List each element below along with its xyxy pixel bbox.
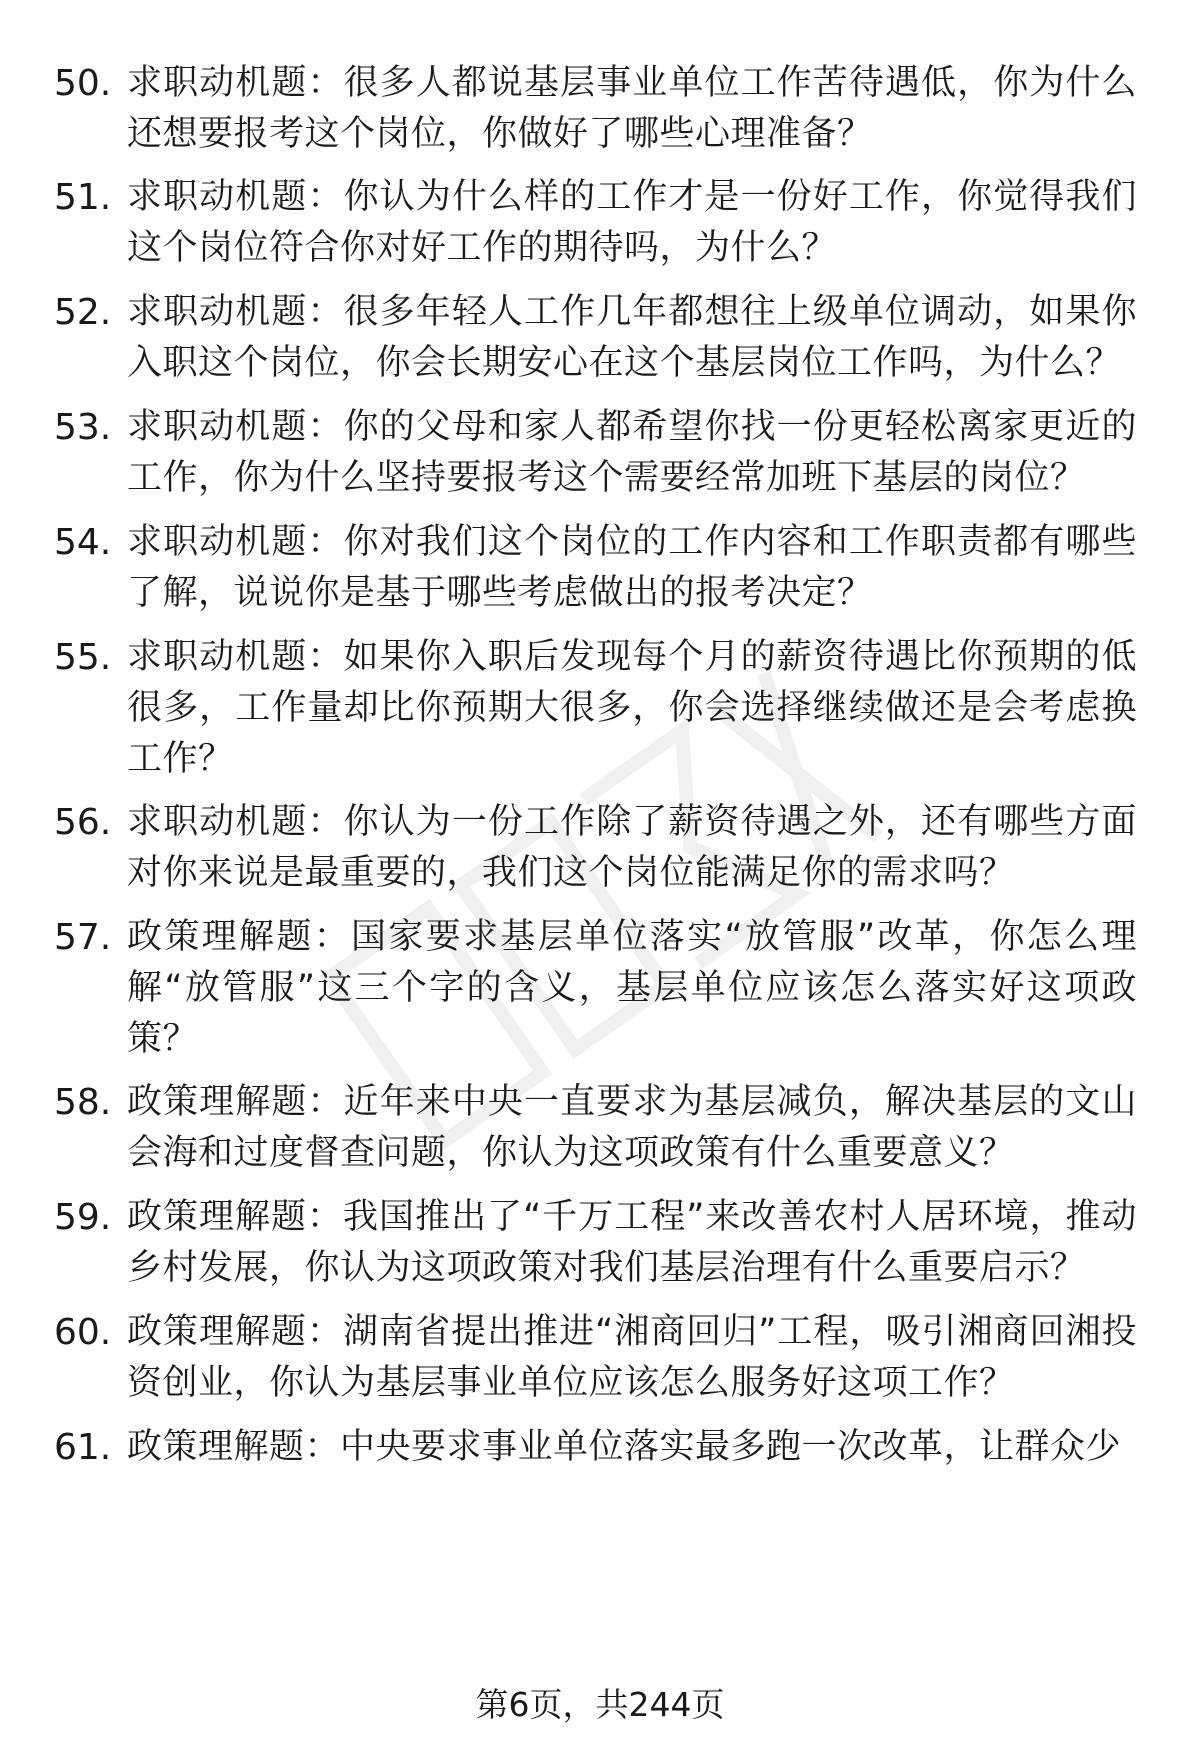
question-number: 5. 54. bbox=[54, 522, 112, 563]
question-number: 1. 50. bbox=[54, 63, 112, 104]
question-text: 求职动机题：你认为一份工作除了薪资待遇之外，还有哪些方面对你来说是最重要的，我们这个岗位能满足你的需求吗？ bbox=[127, 802, 1137, 893]
question-number: 4. 53. bbox=[54, 407, 112, 448]
page-footer: 第6页，共244页 bbox=[475, 1685, 725, 1724]
question-number: 3. 52. bbox=[54, 292, 112, 333]
question-item bbox=[0, 1192, 1200, 1288]
question-number: 2. 51. bbox=[54, 177, 112, 218]
question-text: 求职动机题：你对我们这个岗位的工作内容和工作职责都有哪些了解，说说你是基于哪些考虑做出的报考决定？ bbox=[127, 522, 1137, 613]
question-item bbox=[0, 172, 1200, 268]
question-item bbox=[0, 517, 1200, 613]
question-text: 政策理解题：近年来中央一直要求为基层减负，解决基层的文山会海和过度督查问题，你认为这项政策有什么重要意义？ bbox=[127, 1082, 1137, 1173]
question-item bbox=[0, 58, 1200, 154]
question-item bbox=[0, 1422, 1200, 1468]
question-item bbox=[0, 912, 1200, 1059]
question-text: 求职动机题：很多人都说基层事业单位工作苦待遇低，你为什么还想要报考这个岗位，你做好了哪些心理准备？ bbox=[127, 63, 1137, 154]
question-item bbox=[0, 287, 1200, 383]
question-text: 政策理解题：国家要求基层单位落实“放管服”改革，你怎么理解“放管服”这三个字的含义，基层单位应该怎么落实好这项政策？ bbox=[127, 917, 1137, 1059]
question-number: 9. 58. bbox=[54, 1082, 112, 1123]
question-item bbox=[0, 797, 1200, 893]
question-number: 7. 56. bbox=[54, 802, 112, 843]
question-number: 8. 57. bbox=[54, 917, 112, 958]
question-text: 政策理解题：我国推出了“千万工程”来改善农村人居环境，推动乡村发展，你认为这项政策对我们基层治理有什么重要启示？ bbox=[127, 1197, 1137, 1288]
question-number: 6. 55. bbox=[54, 637, 112, 678]
question-text: 求职动机题：很多年轻人工作几年都想往上级单位调动，如果你入职这个岗位，你会长期安心在这个基层岗位工作吗，为什么？ bbox=[127, 292, 1137, 383]
question-number: 10. 59. bbox=[54, 1197, 112, 1238]
question-text: 政策理解题：中央要求事业单位落实最多跑一次改革，让群众少 bbox=[127, 1427, 1122, 1467]
question-item bbox=[0, 632, 1200, 779]
question-item bbox=[0, 402, 1200, 498]
question-item bbox=[0, 1307, 1200, 1403]
question-text: 求职动机题：如果你入职后发现每个月的薪资待遇比你预期的低很多，工作量却比你预期大很多，你会选择继续做还是会考虑换工作？ bbox=[127, 637, 1137, 779]
question-text: 求职动机题：你认为什么样的工作才是一份好工作，你觉得我们这个岗位符合你对好工作的期待吗，为什么？ bbox=[127, 177, 1137, 268]
question-number: 12. 61. bbox=[54, 1427, 112, 1468]
question-text: 求职动机题：你的父母和家人都希望你找一份更轻松离家更近的工作，你为什么坚持要报考这个需要经常加班下基层的岗位？ bbox=[127, 407, 1137, 498]
question-number: 11. 60. bbox=[54, 1312, 112, 1353]
question-text: 政策理解题：湖南省提出推进“湘商回归”工程，吸引湘商回湘投资创业，你认为基层事业单位应该怎么服务好这项工作？ bbox=[127, 1312, 1137, 1403]
question-item bbox=[0, 1077, 1200, 1173]
